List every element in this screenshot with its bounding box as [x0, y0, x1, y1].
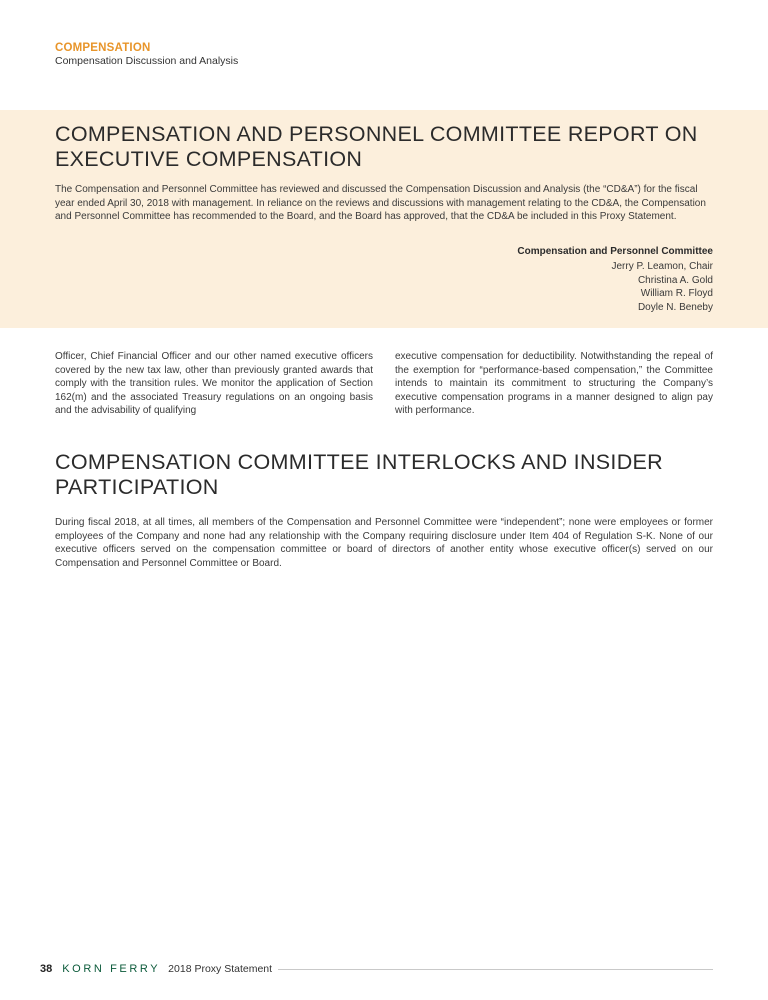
committee-report-box: [0, 110, 768, 328]
footer-rule: [278, 969, 713, 970]
page-number: 38: [40, 963, 53, 975]
brand-logo: KORN FERRY: [62, 963, 161, 975]
signature-member: Christina A. Gold: [637, 274, 713, 286]
subsection-label: Compensation Discussion and Analysis: [55, 55, 239, 67]
continuation-left-column: Officer, Chief Financial Officer and our other named executive officers covered by the new tax law, other than previously granted awards that comply with the transition rules. We monitor the application of Section 162(m) and the associated Treasury regulations on an ongoing basis and the advisability of qualifying: [55, 351, 373, 417]
document-name: 2018 Proxy Statement: [168, 963, 273, 975]
page-footer: [40, 961, 713, 977]
section-label: COMPENSATION: [55, 42, 151, 54]
signature-committee: Compensation and Personnel Committee: [517, 246, 713, 257]
signature-block: [517, 246, 713, 314]
report-body: The Compensation and Personnel Committee has reviewed and discussed the Compensation Discussion and Analysis (the “CD&A”) for the fiscal year ended April 30, 2018 with management. In reliance on the reviews and discussions with management relating to the CD&A, the Compensation and Personnel Committee has recommended to the Board, and the Board has approved, that the CD&A be included in this Proxy Statement.: [55, 184, 706, 223]
signature-member: William R. Floyd: [640, 288, 713, 300]
interlocks-title: COMPENSATION COMMITTEE INTERLOCKS AND INSIDER PARTICIPATION: [55, 450, 663, 499]
interlocks-body: During fiscal 2018, at all times, all members of the Compensation and Personnel Committee were “independent”; none were employees or former employees of the Company and none had any relationship with the Company requiring disclosure under Item 404 of Regulation S-K. None of our executive officers served on the compensation committee or board of directors of another entity whose executive officer(s) served on our Compensation and Personnel Committee or Board.: [55, 517, 713, 569]
continuation-right-column: executive compensation for deductibility. Notwithstanding the repeal of the exemption for “performance-based compensation,” the Committee intends to maintain its commitment to structuring the Company’s executive compensation programs in a manner designed to align pay with performance.: [395, 351, 713, 417]
report-title: COMPENSATION AND PERSONNEL COMMITTEE REPORT ON EXECUTIVE COMPENSATION: [55, 122, 698, 171]
signature-member: Doyle N. Beneby: [637, 301, 713, 313]
signature-member: Jerry P. Leamon, Chair: [611, 261, 713, 272]
page-header: [55, 42, 238, 67]
